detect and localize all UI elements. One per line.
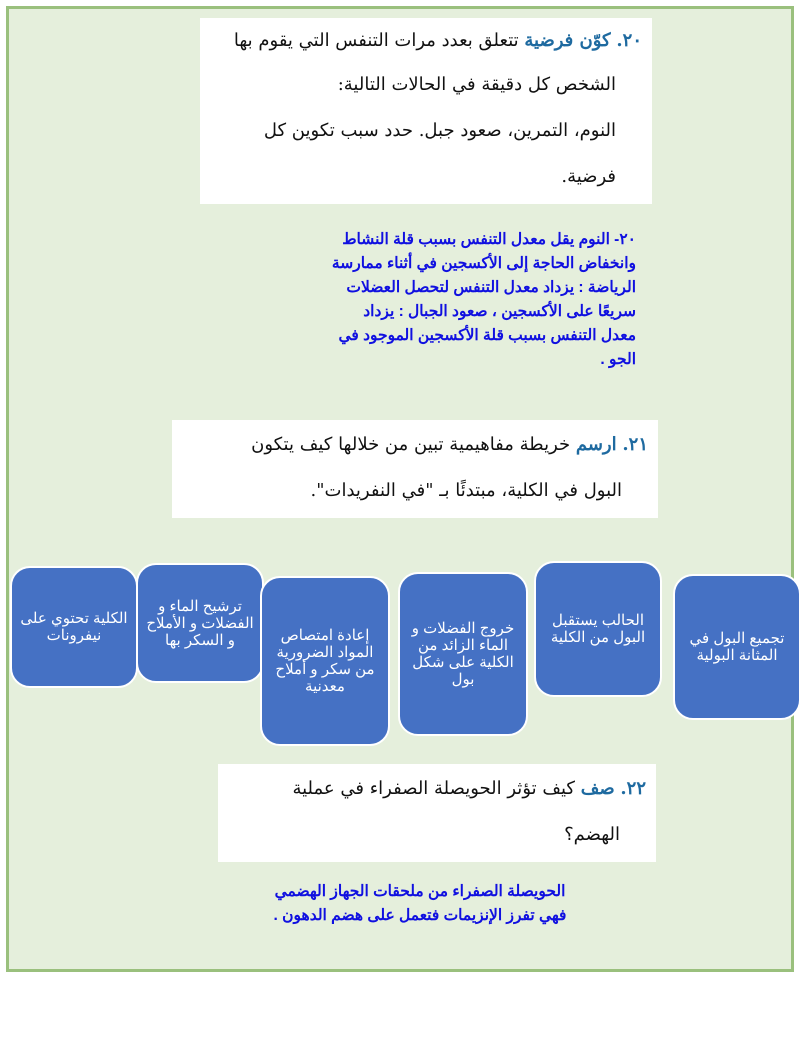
question-21-line-2: البول في الكلية، مبتدئًا بـ "في النفريدات". (310, 480, 622, 501)
question-20-line-4: فرضية. (561, 166, 616, 187)
question-21-text: خريطة مفاهيمية تبين من خلالها كيف يتكون (251, 434, 571, 455)
answer-20 (212, 228, 636, 372)
question-22-number: ٢٢. (620, 778, 646, 799)
answer-20-line: سريعًا على الأكسجين ، صعود الجبال : يزداد (363, 303, 636, 320)
question-21-line-1 (178, 430, 648, 460)
question-22-line-1 (226, 774, 646, 804)
concept-card-urine-exit: خروج الفضلات و الماء الزائد من الكلية على شكل بول (398, 572, 528, 736)
question-20-line-2: الشخص كل دقيقة في الحالات التالية: (337, 74, 616, 95)
question-22-text: كيف تؤثر الحويصلة الصفراء في عملية (292, 778, 575, 799)
answer-20-line: الجو . (600, 351, 636, 368)
answer-22-line: الحويصلة الصفراء من ملحقات الجهاز الهضمي (274, 883, 566, 900)
concept-card-nephrons: الكلية تحتوي على نيفرونات (10, 566, 138, 688)
answer-20-line: معدل التنفس بسبب قلة الأكسجين الموجود في (338, 327, 636, 344)
answer-20-line: الرياضة : يزداد معدل التنفس لتحصل العضلات (346, 279, 636, 296)
question-22 (218, 764, 656, 862)
question-20-line-3: النوم، التمرين، صعود جبل. حدد سبب تكوين كل (263, 120, 616, 141)
question-21-verb: ارسم (575, 434, 617, 455)
question-20-line-1 (206, 26, 642, 56)
concept-card-bladder: تجميع البول في المثانة البولية (673, 574, 800, 720)
question-21 (172, 420, 658, 518)
answer-20-line: ٢٠- النوم يقل معدل التنفس بسبب قلة النشاط (342, 231, 636, 248)
answer-22 (210, 880, 630, 928)
question-22-line-2: الهضم؟ (564, 824, 620, 845)
concept-card-ureter: الحالب يستقبل البول من الكلية (534, 561, 662, 697)
question-20-text: تتعلق بعدد مرات التنفس التي يقوم بها (233, 30, 519, 51)
answer-22-line: فهي تفرز الإنزيمات فتعمل على هضم الدهون . (273, 907, 567, 924)
concept-card-filtration: ترشيح الماء و الفضلات و الأملاح و السكر بها (136, 563, 264, 683)
question-20 (200, 18, 652, 204)
question-21-number: ٢١. (622, 434, 648, 455)
question-20-number: ٢٠. (616, 30, 642, 51)
answer-20-line: وانخفاض الحاجة إلى الأكسجين في أثناء ممارسة (331, 255, 636, 272)
question-20-verb: كوّن فرضية (524, 30, 611, 51)
concept-card-reabsorption: إعادة امتصاص المواد الضرورية من سكر و أملاح معدنية (260, 576, 390, 746)
question-22-verb: صف (580, 778, 615, 799)
